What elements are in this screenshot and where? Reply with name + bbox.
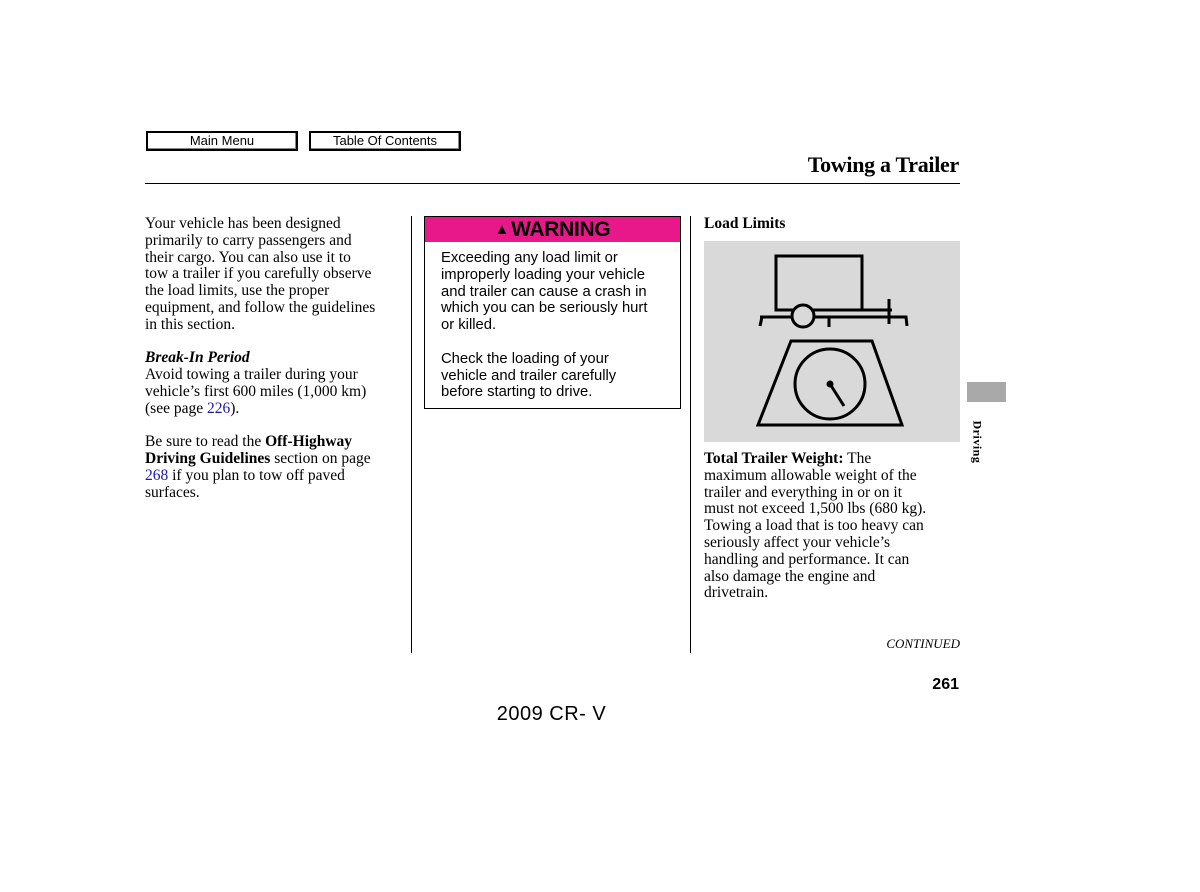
off-highway-post: if you plan to tow off paved [172,466,345,484]
warning-triangle-icon: ▲ [494,221,510,238]
load-limits-heading-wrap [704,216,960,233]
continued-label: CONTINUED [886,636,960,651]
page-title: Towing a Trailer [807,152,959,177]
ttw-line: seriously affect your vehicle’s [704,533,891,551]
off-highway-line [145,451,405,468]
load-limits-heading: Load Limits [704,215,786,232]
footer-model: 2009 CR- V [496,703,607,725]
off-highway-line [145,434,405,451]
ttw-first-line [704,451,960,468]
intro-line: in this section. [145,315,235,333]
break-in-end: ). [230,399,240,417]
page-link-268[interactable]: 268 [145,466,169,484]
ttw-line: Towing a load that is too heavy can [704,517,924,535]
ttw-line: drivetrain. [704,584,769,602]
ttw-line: trailer and everything in or on it [704,483,902,501]
ttw-line: maximum allowable weight of the [704,466,917,484]
break-in-heading: Break-In Period [145,349,250,367]
intro-line: tow a trailer if you carefully observe [145,265,372,283]
table-of-contents-button[interactable]: Table Of Contents [309,131,461,151]
ttw-line: must not exceed 1,500 lbs (680 kg). [704,500,927,518]
warning-line: Exceeding any load limit or [441,250,618,266]
break-in-line: Avoid towing a trailer during your [145,366,358,384]
warning-line: before starting to drive. [441,384,593,401]
intro-line: Your vehicle has been designed [145,215,341,232]
warning-body [425,242,680,401]
ttw-line: also damage the engine and [704,567,876,585]
trailer-on-scale-icon [704,241,960,442]
intro-line: equipment, and follow the guidelines [145,298,376,316]
off-highway-mid: section on page [274,450,371,468]
warning-line: or killed. [441,317,497,334]
warning-line: and trailer can cause a crash in [441,283,647,300]
off-highway-pre: Be sure to read the [145,433,262,451]
column-divider [690,216,691,653]
section-tab [967,382,1006,402]
intro-line: primarily to carry passengers and [145,231,352,249]
ttw-line: handling and performance. It can [704,550,910,568]
left-column [145,216,405,502]
off-highway-bold: Off-Highway [265,433,353,451]
page-number: 261 [932,676,959,693]
warning-line: Check the loading of your [441,350,609,367]
trailer-scale-illustration [704,241,960,442]
page-link-226[interactable]: 226 [206,399,231,417]
warning-line: improperly loading your vehicle [441,266,645,283]
warning-header [425,217,680,242]
warning-label: WARNING [511,218,611,241]
right-column [704,451,960,602]
break-in-line: vehicle’s first 600 miles (1,000 km) [145,382,367,400]
intro-line: the load limits, use the proper [145,282,330,300]
ttw-first: The [847,450,872,467]
break-in-line [145,401,405,418]
off-highway-line: surfaces. [145,483,200,501]
section-label: Driving [970,420,985,464]
off-highway-line [145,468,405,485]
column-divider [411,216,412,653]
main-menu-button[interactable]: Main Menu [146,131,298,151]
warning-line: which you can be seriously hurt [441,300,648,317]
warning-line: vehicle and trailer carefully [441,367,617,384]
ttw-label: Total Trailer Weight: [704,450,844,467]
see-page-text: (see page [145,399,204,417]
header-rule [145,183,960,184]
warning-box [424,216,681,409]
intro-line: their cargo. You can also use it to [145,248,351,266]
driving-guidelines-bold: Driving Guidelines [145,450,271,468]
